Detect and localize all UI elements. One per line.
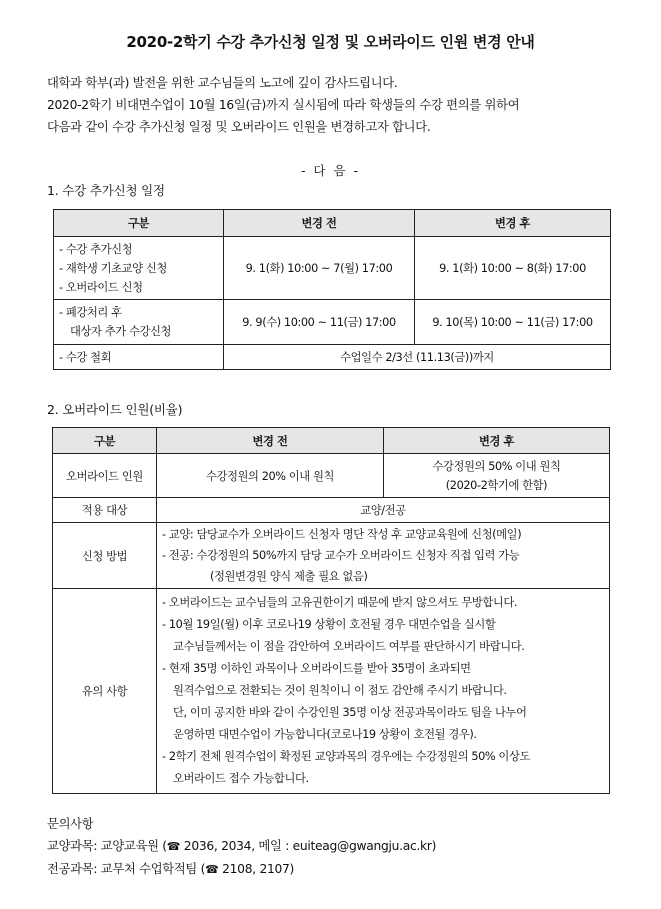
after-value: 9. 1(화) 10:00 ~ 8(화) 17:00	[415, 237, 611, 300]
contact-heading: 문의사항	[47, 817, 94, 831]
row-item: - 수강 추가신청	[59, 242, 133, 256]
row-label	[54, 300, 224, 345]
note-line: 운영하면 대면수업이 가능합니다(코로나19 상황이 호전될 경우).	[173, 728, 477, 741]
before-value: 9. 9(수) 10:00 ~ 11(금) 17:00	[224, 300, 415, 345]
page-title: 2020-2학기 수강 추가신청 일정 및 오버라이드 인원 변경 안내	[126, 33, 535, 51]
table-header-row	[54, 210, 611, 237]
row-label: 적용 대상	[53, 498, 157, 523]
row-label: 유의 사항	[53, 589, 157, 794]
table-row	[53, 589, 610, 794]
contact-label: 교양과목: 교양교육원 (	[47, 839, 167, 853]
note-line: 원격수업으로 전환되는 것이 원칙이니 이 점도 감안해 주시기 바랍니다.	[173, 684, 507, 697]
after-line: 수강정원의 50% 이내 원칙	[432, 459, 561, 473]
contact-detail: 2108, 2107)	[218, 862, 295, 876]
header-after: 변경 후	[384, 428, 610, 454]
intro-line: 대학과 학부(과) 발전을 위한 교수님들의 노고에 깊이 감사드립니다.	[47, 76, 398, 90]
row-item: - 오버라이드 신청	[59, 280, 143, 294]
contact-line	[47, 858, 436, 881]
method-value	[157, 523, 610, 589]
row-label: 신청 방법	[53, 523, 157, 589]
after-value: 9. 10(목) 10:00 ~ 11(금) 17:00	[415, 300, 611, 345]
table-row	[54, 300, 611, 345]
withdraw-value: 수업일수 2/3선 (11.13(금))까지	[224, 345, 611, 370]
table-row	[54, 345, 611, 370]
table-row	[53, 523, 610, 589]
after-line: (2020-2학기에 한함)	[445, 478, 548, 492]
row-item: 대상자 추가 수강신청	[70, 325, 171, 338]
notes-value	[157, 589, 610, 794]
before-value: 9. 1(화) 10:00 ~ 7(월) 17:00	[224, 237, 415, 300]
contact-label: 전공과목: 교무처 수업학적팀 (	[47, 862, 206, 876]
intro-line: 2020-2학기 비대면수업이 10월 16일(금)까지 실시됨에 따라 학생들의 수강 편의를 위하여	[47, 98, 520, 112]
row-label: - 수강 철회	[54, 345, 224, 370]
contact-detail: 2036, 2034, 메일 : euiteag@gwangju.ac.kr)	[180, 839, 437, 853]
intro-paragraph	[47, 72, 647, 138]
note-line: 오버라이드 접수 가능합니다.	[173, 772, 309, 785]
section1-heading: 1. 수강 추가신청 일정	[47, 183, 165, 198]
row-label: 오버라이드 인원	[53, 454, 157, 498]
note-line: - 10월 19일(월) 이후 코로나19 상황이 호전될 경우 대면수업을 실시할	[162, 618, 496, 631]
table-row	[53, 454, 610, 498]
header-before: 변경 전	[224, 210, 415, 237]
header-before: 변경 전	[157, 428, 384, 454]
note-line: - 현재 35명 이하인 과목이나 오버라이드를 받아 35명이 초과되면	[162, 662, 471, 675]
note-line: 교수님들께서는 이 점을 감안하여 오버라이드 여부를 판단하시기 바랍니다.	[173, 640, 525, 653]
header-category: 구분	[53, 428, 157, 454]
row-item: - 폐강처리 후	[59, 306, 122, 319]
table-header-row	[53, 428, 610, 454]
intro-line: 다음과 같이 수강 추가신청 일정 및 오버라이드 인원을 변경하고자 합니다.	[47, 120, 431, 134]
header-category: 구분	[54, 210, 224, 237]
phone-icon: ☎	[205, 863, 219, 876]
note-line: - 오버라이드는 교수님들의 고유권한이기 때문에 받지 않으셔도 무방합니다.	[162, 596, 518, 609]
method-line: - 교양: 담당교수가 오버라이드 신청자 명단 작성 후 교양교육원에 신청(메일)	[162, 528, 522, 541]
after-value	[384, 454, 610, 498]
method-line: (정원변경원 양식 제출 필요 없음)	[210, 570, 368, 583]
daum-divider: - 다 음 -	[300, 163, 361, 178]
row-item: - 재학생 기초교양 신청	[59, 261, 167, 275]
override-table	[52, 427, 610, 794]
table-row	[53, 498, 610, 523]
row-label	[54, 237, 224, 300]
section2-heading: 2. 오버라이드 인원(비율)	[47, 402, 183, 417]
note-line: - 2학기 전체 원격수업이 확정된 교양과목의 경우에는 수강정원의 50% 이상도	[162, 750, 530, 763]
table-row	[54, 237, 611, 300]
header-after: 변경 후	[415, 210, 611, 237]
before-value: 수강정원의 20% 이내 원칙	[157, 454, 384, 498]
contact-block	[47, 813, 436, 881]
note-line: 단, 이미 공지한 바와 같이 수강인원 35명 이상 전공과목이라도 팀을 나누어	[173, 706, 527, 719]
contact-line	[47, 835, 436, 858]
schedule-table	[53, 209, 611, 370]
method-line: - 전공: 수강정원의 50%까지 담당 교수가 오버라이드 신청자 직접 입력 가능	[162, 549, 520, 562]
phone-icon: ☎	[166, 840, 181, 853]
target-value: 교양/전공	[157, 498, 610, 523]
